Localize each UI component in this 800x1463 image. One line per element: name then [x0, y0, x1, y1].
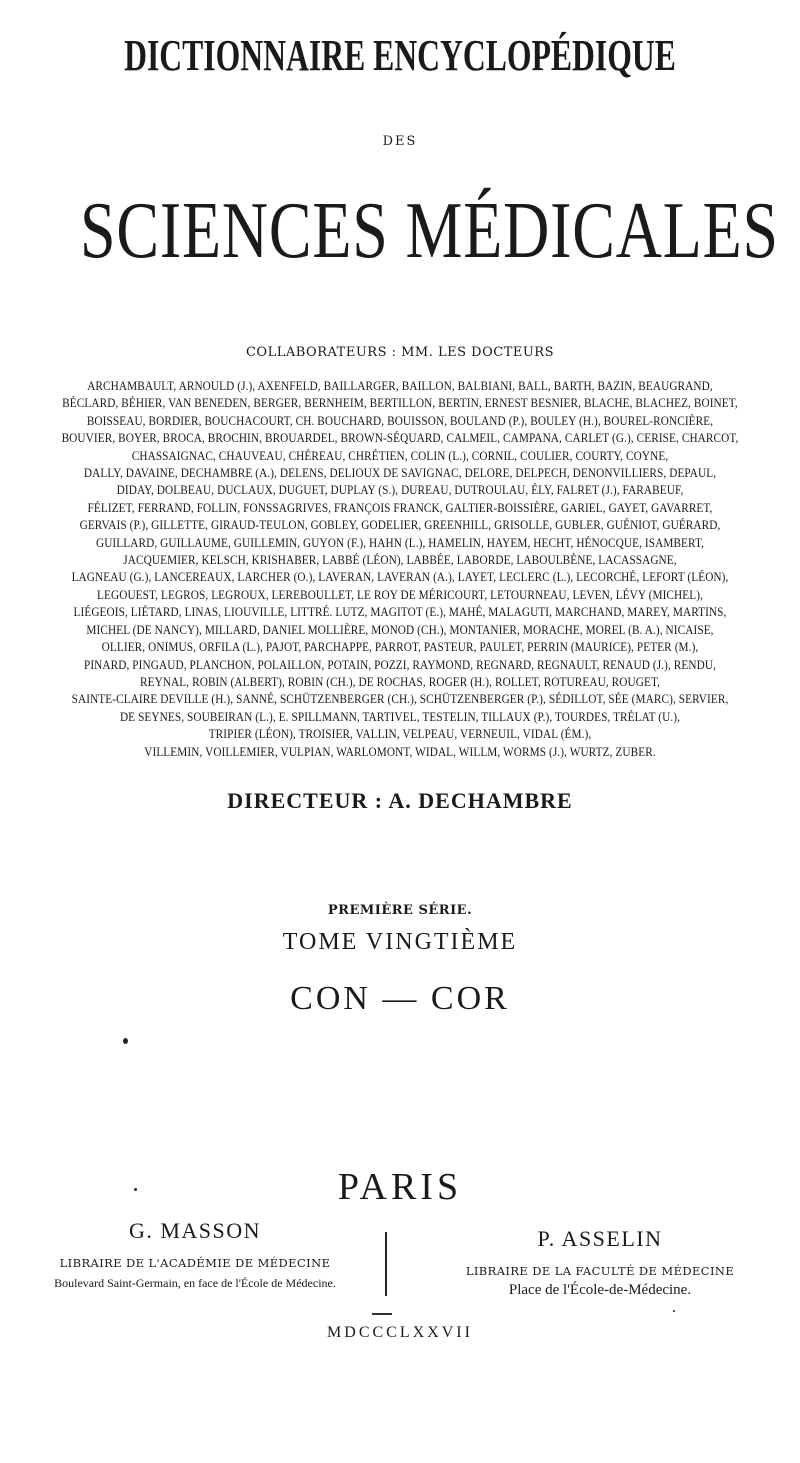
publisher-divider — [385, 1232, 387, 1296]
collaborator-line: LAGNEAU (G.), LANCEREAUX, LARCHER (O.), LAVERAN, LAVERAN (A.), LAYET, LECLERC (L.), LECORCHÉ, LEFORT (LÉON), — [71, 570, 729, 585]
publisher-name: P. ASSELIN — [537, 1226, 663, 1251]
collaborator-line: LIÉGEOIS, LIÉTARD, LINAS, LIOUVILLE, LITTRÉ. LUTZ, MAGITOT (E.), MAHÉ, MALAGUTI, MARCHAND, MAREY, MARTINS, — [73, 605, 727, 620]
publisher-masson — [20, 1218, 370, 1291]
publisher-asselin — [420, 1226, 780, 1299]
publisher-address: Boulevard Saint-Germain, en face de l'École de Médecine. — [54, 1276, 336, 1290]
collaborator-line: TRIPIER (LÉON), TROISIER, VALLIN, VELPEAU, VERNEUIL, VIDAL (ÉM.), — [208, 727, 592, 742]
publisher-title: LIBRAIRE DE LA FACULTÉ DE MÉDECINE — [465, 1264, 735, 1278]
volume-label: TOME VINGTIÈME — [282, 929, 518, 955]
collaborator-line: REYNAL, ROBIN (ALBERT), ROBIN (CH.), DE ROCHAS, ROGER (H.), ROLLET, ROTUREAU, ROUGET, — [140, 674, 660, 689]
title-connector: DES — [382, 134, 418, 149]
dictionary-title: DICTIONNAIRE ENCYCLOPÉDIQUE — [124, 31, 676, 80]
collaborators-heading: COLLABORATEURS : MM. LES DOCTEURS — [245, 345, 555, 360]
publisher-name: G. MASSON — [128, 1218, 262, 1243]
collaborator-line: GUILLARD, GUILLAUME, GUILLEMIN, GUYON (F.), HAHN (L.), HAMELIN, HAYEM, HECHT, HÉNOCQUE, ISAMBERT, — [95, 535, 705, 550]
publisher-title: LIBRAIRE DE L'ACADÉMIE DE MÉDECINE — [59, 1256, 331, 1270]
ink-speck — [673, 1310, 675, 1312]
collaborator-line: BOUVIER, BOYER, BROCA, BROCHIN, BROUARDEL, BROWN-SÉQUARD, CALMEIL, CAMPANA, CARLET (G.), CERISE, CHARCOT, — [61, 431, 739, 446]
collaborator-line: PINARD, PINGAUD, PLANCHON, POLAILLON, POTAIN, POZZI, RAYMOND, REGNARD, REGNAULT, RENAUD (J.), RENDU, — [83, 657, 717, 672]
collaborator-line: LEGOUEST, LEGROS, LEGROUX, LEREBOULLET, LE ROY DE MÉRICOURT, LETOURNEAU, LEVEN, LÉVY (MICHEL), — [97, 587, 703, 602]
collaborators-list — [0, 378, 800, 761]
collaborator-line: BÉCLARD, BÉHIER, VAN BENEDEN, BERGER, BERNHEIM, BERTILLON, BERTIN, ERNEST BESNIER, BLACHE, BLACHEZ, BOINET, — [62, 396, 738, 411]
ink-speck — [123, 1038, 128, 1044]
entry-range: CON — COR — [290, 980, 510, 1017]
separator-dash — [372, 1313, 392, 1315]
collaborator-line: VILLEMIN, VOILLEMIER, VULPIAN, WARLOMONT, WIDAL, WILLM, WORMS (J.), WURTZ, ZUBER. — [144, 744, 656, 759]
collaborator-line: GERVAIS (P.), GILLETTE, GIRAUD-TEULON, GOBLEY, GODELIER, GREENHILL, GRISOLLE, GUBLER, GUÉNIOT, GUÉRARD, — [79, 518, 721, 533]
collaborator-line: SAINTE-CLAIRE DEVILLE (H.), SANNÉ, SCHÜTZENBERGER (CH.), SCHÜTZENBERGER (P.), SÉDILLOT, SÉE (MARC), SERVIER, — [71, 692, 729, 707]
publication-year: MDCCCLXXVII — [327, 1324, 473, 1341]
collaborator-line: DIDAY, DOLBEAU, DUCLAUX, DUGUET, DUPLAY (S.), DUREAU, DUTROULAU, ÉLY, FALRET (J.), FARABEUF, — [116, 483, 684, 498]
collaborator-line: ARCHAMBAULT, ARNOULD (J.), AXENFELD, BAILLARGER, BAILLON, BALBIANI, BALL, BARTH, BAZIN, BEAUGRAND, — [87, 379, 713, 393]
collaborator-line: BOISSEAU, BORDIER, BOUCHACOURT, CH. BOUCHARD, BOUISSON, BOULAND (P.), BOULEY (H.), BOUREL-RONCIÈRE, — [86, 413, 714, 428]
sciences-title: SCIENCES MÉDICALES — [80, 187, 779, 275]
collaborator-line: FÉLIZET, FERRAND, FOLLIN, FONSSAGRIVES, FRANÇOIS FRANCK, GALTIER-BOISSIÈRE, GARIEL, GAYET, GAVARRET, — [87, 500, 713, 515]
collaborator-line: OLLIER, ONIMUS, ORFILA (L.), PAJOT, PARCHAPPE, PARROT, PASTEUR, PAULET, PERRIN (MAURICE), PETER (M.), — [101, 640, 699, 655]
publisher-address: Place de l'École-de-Médecine. — [508, 1282, 692, 1298]
series-label: PREMIÈRE SÉRIE. — [327, 903, 473, 918]
director-line: DIRECTEUR : A. DECHAMBRE — [227, 788, 573, 813]
collaborator-line: JACQUEMIER, KELSCH, KRISHABER, LABBÉ (LÉON), LABBÉE, LABORDE, LABOULBÈNE, LACASSAGNE, — [123, 553, 677, 568]
collaborator-line: CHASSAIGNAC, CHAUVEAU, CHÉREAU, CHRÉTIEN, COLIN (L.), CORNIL, COULIER, COURTY, COYNE, — [131, 448, 669, 463]
collaborator-line: MICHEL (DE NANCY), MILLARD, DANIEL MOLLIÈRE, MONOD (CH.), MONTANIER, MORACHE, MOREL (B. A.), NICAISE, — [86, 622, 714, 637]
city-label: PARIS — [337, 1166, 463, 1208]
collaborator-line: DE SEYNES, SOUBEIRAN (L.), E. SPILLMANN, TARTIVEL, TESTELIN, TILLAUX (P.), TOURDES, TRÉLAT (U.), — [119, 709, 681, 724]
collaborator-line: DALLY, DAVAINE, DECHAMBRE (A.), DELENS, DELIOUX DE SAVIGNAC, DELORE, DELPECH, DENONVILLIERS, DEPAUL, — [83, 466, 717, 481]
